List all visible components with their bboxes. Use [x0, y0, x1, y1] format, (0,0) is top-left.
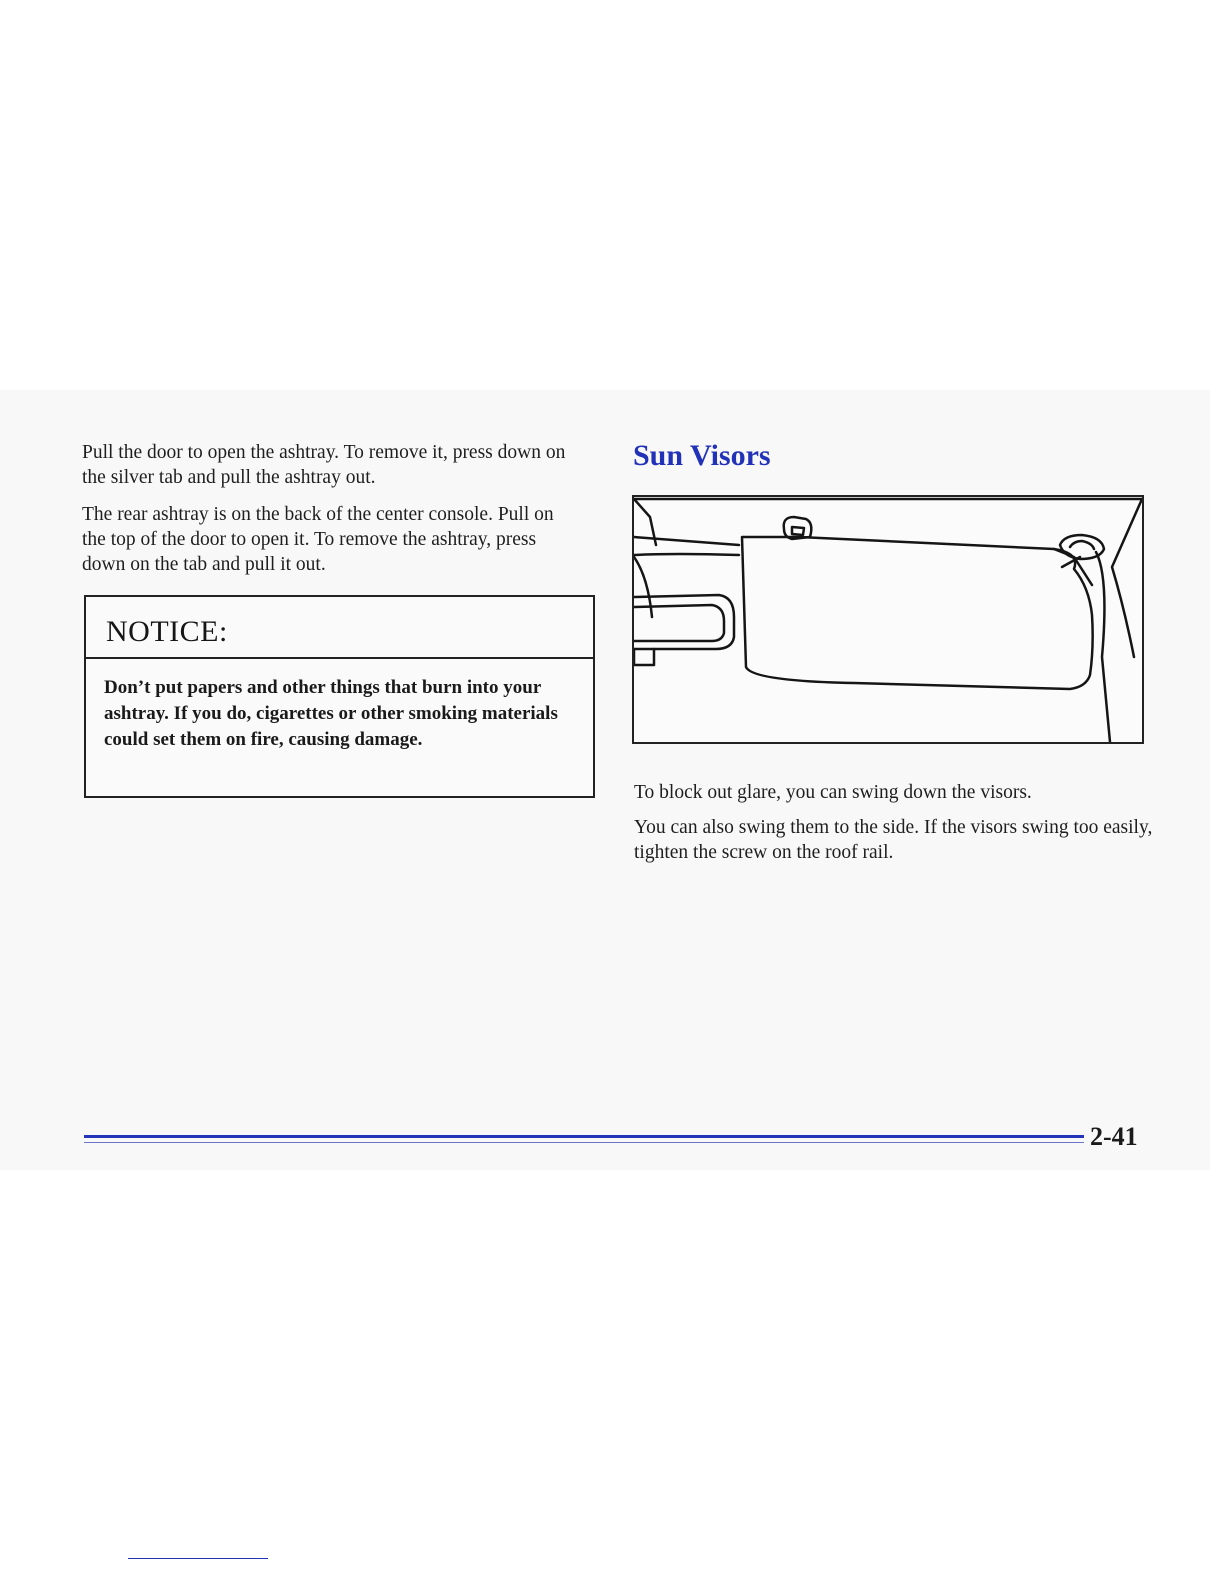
visor-paragraph-2: You can also swing them to the side. If the visors swing too easily, tighten the screw on the roof rail.	[634, 817, 1153, 863]
visor-panel	[742, 537, 1093, 689]
mirror-inner	[634, 605, 724, 641]
rear-ashtray-paragraph: The rear ashtray is on the back of the center console. Pull on the top of the door to open it. To remove the ashtray, press down on the tab and pull it out.	[82, 504, 554, 575]
notice-body: Don’t put papers and other things that burn into your ashtray. If you do, cigarettes or other smoking materials could set them on fire, causing damage.	[104, 677, 558, 750]
notice-heading: NOTICE:	[86, 597, 593, 659]
sun-visor-illustration	[632, 495, 1144, 744]
footer-rule-thin	[84, 1142, 1084, 1143]
bottom-link-underline	[128, 1558, 268, 1559]
sun-visor-drawing	[634, 497, 1142, 742]
notice-box	[84, 595, 595, 798]
dash-line	[634, 554, 739, 555]
pillar-inner	[1096, 552, 1110, 742]
visor-pivot-inner	[1070, 541, 1094, 549]
visor-pivot	[1060, 535, 1104, 559]
right-pillar	[1112, 499, 1142, 657]
visor-paragraph-1: To block out glare, you can swing down the visors.	[634, 782, 1032, 803]
mirror-base	[634, 649, 654, 665]
ashtray-paragraph: Pull the door to open the ashtray. To remove it, press down on the silver tab and pull the ashtray out.	[82, 442, 566, 488]
page-number: 2-41	[1090, 1122, 1138, 1151]
visor-edge	[1054, 549, 1092, 585]
visor-clip-hole	[792, 527, 804, 535]
footer-rule	[84, 1135, 1084, 1138]
section-title: Sun Visors	[633, 439, 771, 472]
dash-top	[634, 537, 739, 545]
